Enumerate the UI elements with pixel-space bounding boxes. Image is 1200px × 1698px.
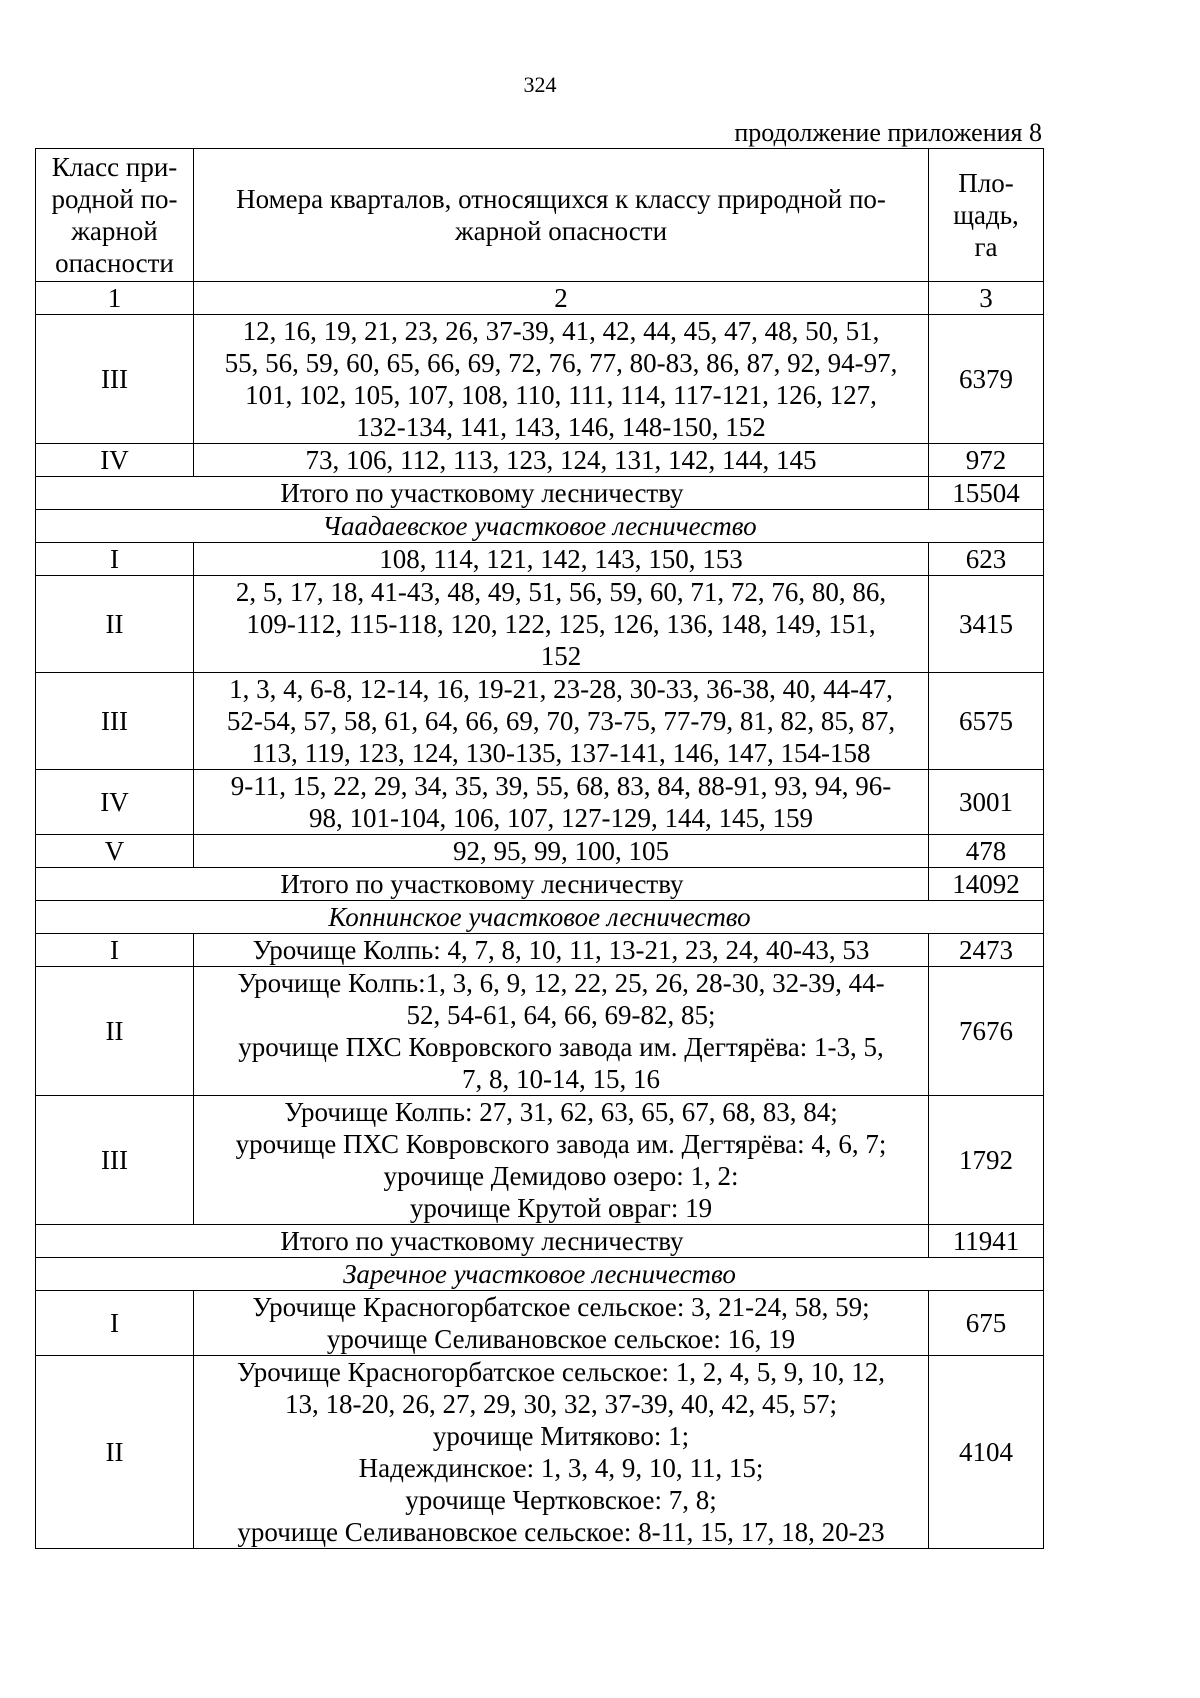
quarter-numbers-cell: Урочище Красногорбатское сельское: 1, 2, 4, 5, 9, 10, 12, 13, 18-20, 26, 27, 29, 30, 32, 37-39, 40, 42, 45, 57; урочище Митяково: 1; Надеждинское: 1, 3, 4, 9, 10, 11, 15; урочище Чертковское: 7, 8; урочище Селивановское сельское: 8-11, 15, 17, 18, 20-23 <box>194 1356 929 1549</box>
fire-danger-class-cell: V <box>36 835 194 868</box>
fire-danger-class-cell: II <box>36 576 194 673</box>
fire-danger-class-cell: I <box>36 934 194 967</box>
area-cell: 6575 <box>929 673 1044 770</box>
table-row <box>36 315 1044 444</box>
header-fire-danger-class: Класс при- родной по- жарной опасности <box>36 149 194 282</box>
column-number: 1 <box>36 282 194 315</box>
fire-danger-class-cell: III <box>36 673 194 770</box>
area-cell: 3415 <box>929 576 1044 673</box>
forestry-section-title-row <box>36 901 1044 934</box>
table-row <box>36 1356 1044 1549</box>
forestry-section-title-row <box>36 1258 1044 1291</box>
forestry-total-row <box>36 868 1044 901</box>
forestry-total-row <box>36 477 1044 510</box>
table-row <box>36 934 1044 967</box>
table-row <box>36 673 1044 770</box>
area-cell: 478 <box>929 835 1044 868</box>
table-row <box>36 770 1044 835</box>
page-number: 324 <box>523 72 557 97</box>
area-cell: 2473 <box>929 934 1044 967</box>
total-area: 15504 <box>929 477 1044 510</box>
column-number-row <box>36 282 1044 315</box>
forestry-section-title: Копнинское участковое лесничество <box>36 901 1044 934</box>
quarter-numbers-cell: 108, 114, 121, 142, 143, 150, 153 <box>194 543 929 576</box>
quarter-numbers-cell: Урочище Красногорбатское сельское: 3, 21-24, 58, 59; урочище Селивановское сельское: 16, 19 <box>194 1291 929 1356</box>
total-area: 11941 <box>929 1225 1044 1258</box>
area-cell: 7676 <box>929 967 1044 1096</box>
area-cell: 972 <box>929 444 1044 477</box>
fire-danger-class-table <box>35 148 1044 1549</box>
quarter-numbers-cell: Урочище Колпь: 27, 31, 62, 63, 65, 67, 68, 83, 84; урочище ПХС Ковровского завода им. Дегтярёва: 4, 6, 7; урочище Демидово озеро: 1, 2: урочище Крутой овраг: 19 <box>194 1096 929 1225</box>
fire-danger-class-cell: III <box>36 315 194 444</box>
fire-danger-class-cell: II <box>36 1356 194 1549</box>
table-row <box>36 835 1044 868</box>
table-row <box>36 576 1044 673</box>
forestry-total-row <box>36 1225 1044 1258</box>
area-cell: 3001 <box>929 770 1044 835</box>
forestry-section-title: Заречное участковое лесничество <box>36 1258 1044 1291</box>
fire-danger-class-cell: IV <box>36 770 194 835</box>
fire-danger-class-cell: I <box>36 1291 194 1356</box>
table-row <box>36 543 1044 576</box>
area-cell: 6379 <box>929 315 1044 444</box>
column-number: 3 <box>929 282 1044 315</box>
total-label: Итого по участковому лесничеству <box>36 868 929 901</box>
forestry-section-title-row <box>36 510 1044 543</box>
total-label: Итого по участковому лесничеству <box>36 477 929 510</box>
quarter-numbers-cell: Урочище Колпь: 4, 7, 8, 10, 11, 13-21, 23, 24, 40-43, 53 <box>194 934 929 967</box>
table-row <box>36 1291 1044 1356</box>
header-quarter-numbers: Номера кварталов, относящихся к классу природной по- жарной опасности <box>194 149 929 282</box>
fire-danger-class-cell: I <box>36 543 194 576</box>
area-cell: 623 <box>929 543 1044 576</box>
table-body <box>36 315 1044 1549</box>
quarter-numbers-cell: 9-11, 15, 22, 29, 34, 35, 39, 55, 68, 83, 84, 88-91, 93, 94, 96- 98, 101-104, 106, 107, 127-129, 144, 145, 159 <box>194 770 929 835</box>
fire-danger-class-cell: II <box>36 967 194 1096</box>
area-cell: 4104 <box>929 1356 1044 1549</box>
header-area: Пло- щадь, га <box>929 149 1044 282</box>
quarter-numbers-cell: 12, 16, 19, 21, 23, 26, 37-39, 41, 42, 44, 45, 47, 48, 50, 51, 55, 56, 59, 60, 65, 66, 69, 72, 76, 77, 80-83, 86, 87, 92, 94-97, 101, 102, 105, 107, 108, 110, 111, 114, 117-121, 126, 127, 132-134, 141, 143, 146, 148-150, 152 <box>194 315 929 444</box>
quarter-numbers-cell: 92, 95, 99, 100, 105 <box>194 835 929 868</box>
fire-danger-class-cell: III <box>36 1096 194 1225</box>
total-label: Итого по участковому лесничеству <box>36 1225 929 1258</box>
fire-danger-class-cell: IV <box>36 444 194 477</box>
area-cell: 675 <box>929 1291 1044 1356</box>
table-row <box>36 444 1044 477</box>
table-row <box>36 967 1044 1096</box>
table-header-row <box>36 149 1044 282</box>
area-cell: 1792 <box>929 1096 1044 1225</box>
table-row <box>36 1096 1044 1225</box>
forestry-section-title: Чаадаевское участковое лесничество <box>36 510 1044 543</box>
appendix-continuation-label: продолжение приложения 8 <box>734 118 1042 147</box>
quarter-numbers-cell: Урочище Колпь:1, 3, 6, 9, 12, 22, 25, 26, 28-30, 32-39, 44- 52, 54-61, 64, 66, 69-82, 85; урочище ПХС Ковровского завода им. Дегтярёва: 1-3, 5, 7, 8, 10-14, 15, 16 <box>194 967 929 1096</box>
quarter-numbers-cell: 2, 5, 17, 18, 41-43, 48, 49, 51, 56, 59, 60, 71, 72, 76, 80, 86, 109-112, 115-118, 120, 122, 125, 126, 136, 148, 149, 151, 152 <box>194 576 929 673</box>
quarter-numbers-cell: 73, 106, 112, 113, 123, 124, 131, 142, 144, 145 <box>194 444 929 477</box>
column-number: 2 <box>194 282 929 315</box>
quarter-numbers-cell: 1, 3, 4, 6-8, 12-14, 16, 19-21, 23-28, 30-33, 36-38, 40, 44-47, 52-54, 57, 58, 61, 64, 66, 69, 70, 73-75, 77-79, 81, 82, 85, 87, 113, 119, 123, 124, 130-135, 137-141, 146, 147, 154-158 <box>194 673 929 770</box>
total-area: 14092 <box>929 868 1044 901</box>
